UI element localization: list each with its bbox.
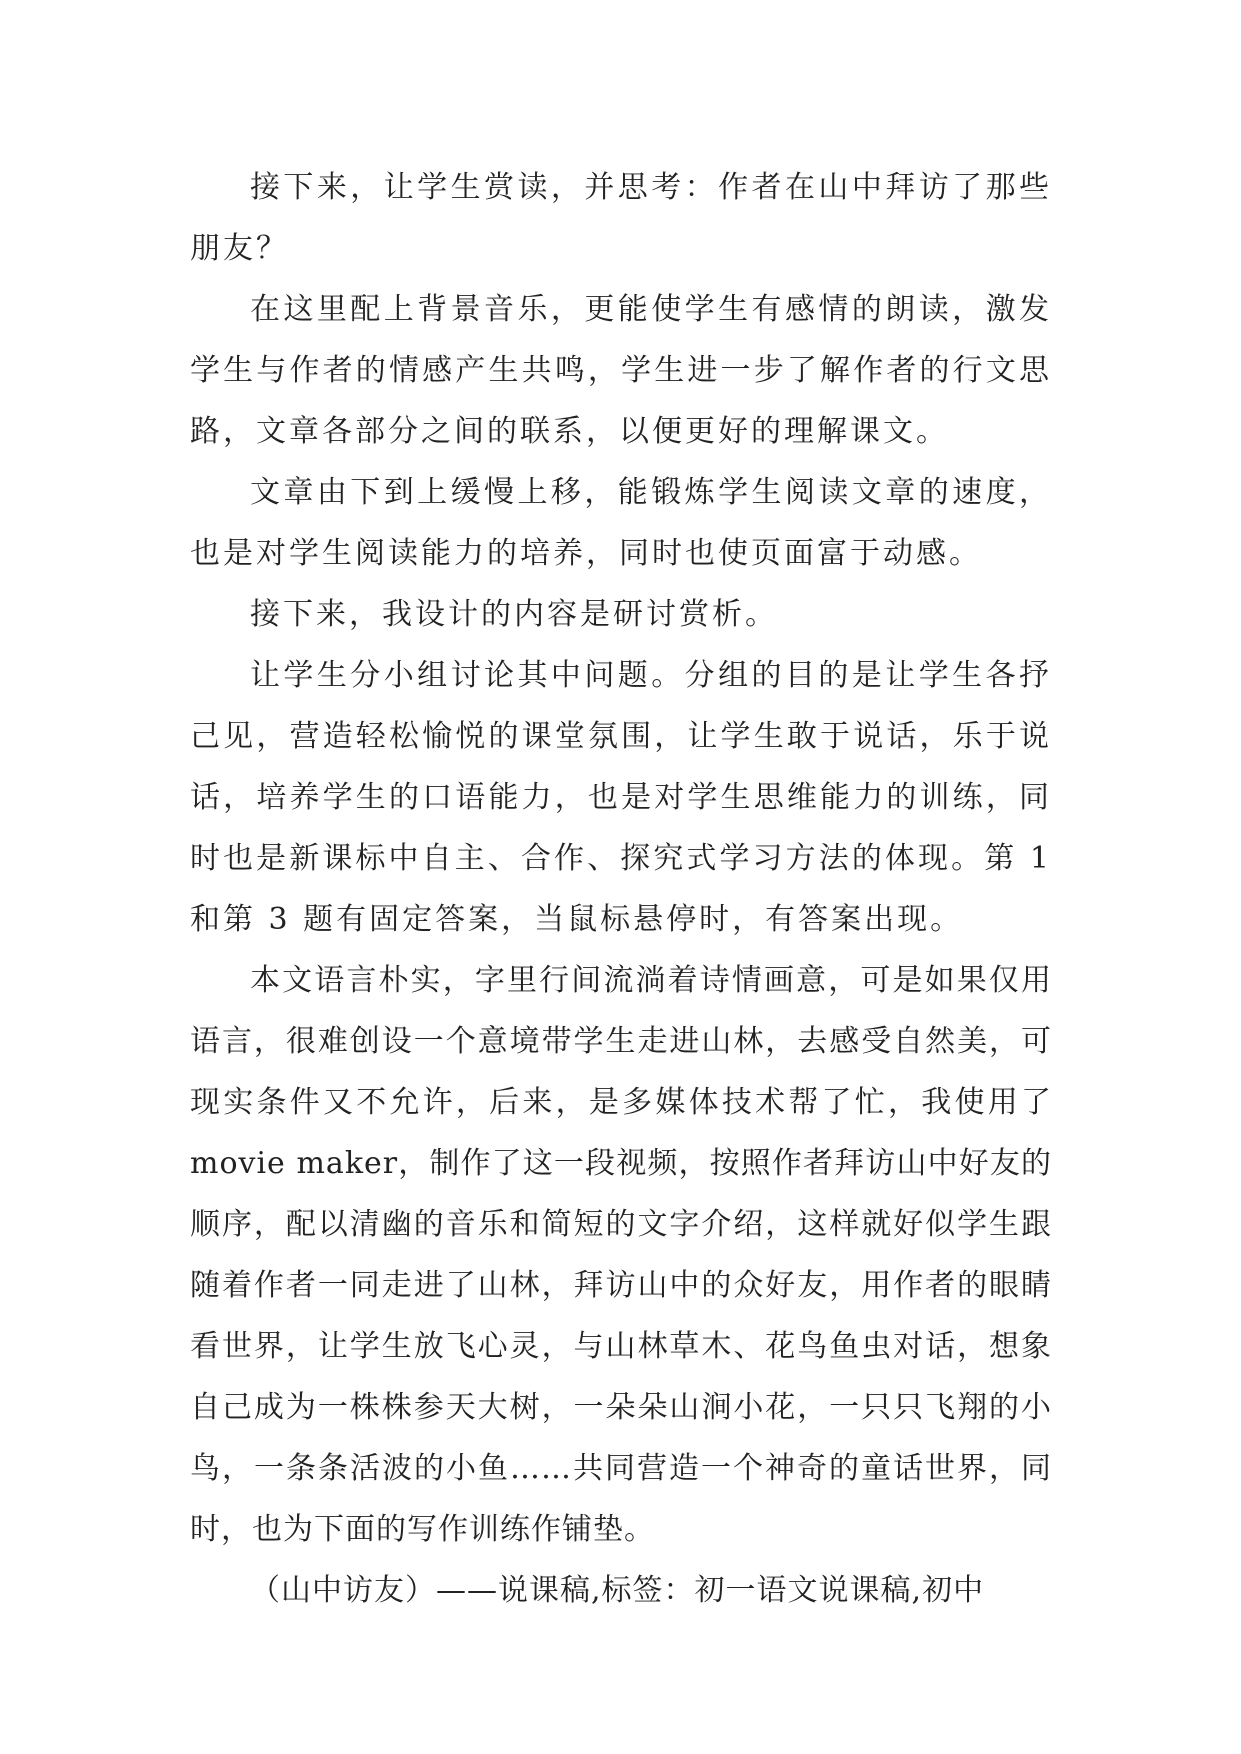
paragraph-group-discussion: 让学生分小组讨论其中问题。分组的目的是让学生各抒己见，营造轻松愉悦的课堂氛围，让学生敢于说话，乐于说话，培养学生的口语能力，也是对学生思维能力的训练，同时也是新课标中自主、合作、探究式学习方法的体现。第 1 和第 3 题有固定答案，当鼠标悬停时，有答案出现。 (190, 658, 1052, 937)
paragraph-background-music: 在这里配上背景音乐，更能使学生有感情的朗读，激发学生与作者的情感产生共鸣，学生进一步了解作者的行文思路，文章各部分之间的联系，以便更好的理解课文。 (190, 292, 1052, 449)
paragraph-multimedia-video: 本文语言朴实，字里行间流淌着诗情画意，可是如果仅用语言，很难创设一个意境带学生走进山林，去感受自然美，可现实条件又不允许，后来，是多媒体技术帮了忙，我使用了 movie maker，制作了这一段视频，按照作者拜访山中好友的顺序，配以清幽的音乐和简短的文字介绍，这样就好似学生跟随着作者一同走进了山林，拜访山中的众好友，用作者的眼睛看世界，让学生放飞心灵，与山林草木、花鸟鱼虫对话，想象自己成为一株株参天大树，一朵朵山涧小花，一只只飞翔的小鸟，一条条活波的小鱼……共同营造一个神奇的童话世界，同时，也为下面的写作训练作铺垫。 (190, 963, 1052, 1547)
paragraph-tags-footer: （山中访友）——说课稿,标签：初一语文说课稿,初中 (250, 1573, 985, 1608)
paragraph-discussion-intro: 接下来，我设计的内容是研讨赏析。 (250, 597, 778, 632)
document-body (190, 157, 1052, 1621)
paragraph-scrolling-text: 文章由下到上缓慢上移，能锻炼学生阅读文章的速度，也是对学生阅读能力的培养，同时也使页面富于动感。 (190, 475, 1052, 571)
paragraph-appreciative-reading: 接下来，让学生赏读，并思考：作者在山中拜访了那些朋友？ (190, 170, 1052, 266)
